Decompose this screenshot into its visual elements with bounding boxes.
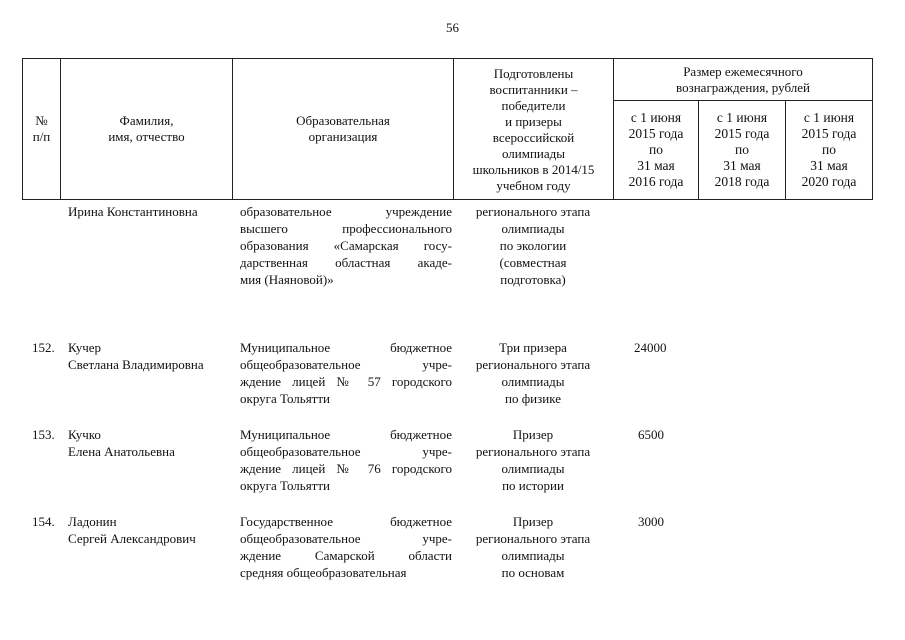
text-line: с 1 июня xyxy=(630,110,682,125)
header-col-organization xyxy=(233,59,453,199)
text-line: олимпиады xyxy=(501,221,565,236)
text-line: олимпиады xyxy=(501,146,566,161)
text-line: Призер xyxy=(512,514,554,529)
text-line: подготовка) xyxy=(500,272,566,287)
text-line: Елена Анатольевна xyxy=(68,444,175,459)
row-prepared xyxy=(458,513,608,581)
text-line: (совместная xyxy=(499,255,567,270)
text-line: 31 мая xyxy=(810,158,848,173)
header-col-prepared xyxy=(454,61,613,199)
text-line: округа Тольятти xyxy=(240,478,331,493)
continuation-prepared xyxy=(458,203,608,288)
header-col-name xyxy=(61,59,232,199)
text-line: дарственная областная акаде- xyxy=(240,255,452,270)
row-number: 154. xyxy=(32,514,55,529)
row-organization xyxy=(240,339,452,407)
text-line: образовательное учреждение xyxy=(240,204,452,219)
text-line: школьников в 2014/15 xyxy=(472,162,595,177)
text-line: высшего профессионального xyxy=(240,221,452,236)
text-line: Призер xyxy=(512,427,554,442)
text-line: победители xyxy=(501,98,566,113)
text-line: учебном году xyxy=(496,178,571,193)
row-name xyxy=(68,513,238,547)
text-line: вознаграждения, рублей xyxy=(676,79,810,95)
text-line: по экологии xyxy=(499,238,567,253)
text-line: ждение лицей № 76 городского xyxy=(240,461,452,476)
text-line: по xyxy=(735,142,749,157)
text-line: регионального этапа xyxy=(475,357,591,372)
text-line: 2015 года xyxy=(628,126,684,141)
text-line: Муниципальное бюджетное xyxy=(240,340,452,355)
text-line: 2018 года xyxy=(714,174,770,189)
row-name xyxy=(68,426,238,460)
continuation-organization xyxy=(240,203,452,288)
text-line: 2015 года xyxy=(801,126,857,141)
text-line: Ладонин xyxy=(68,514,117,529)
continuation-name xyxy=(68,203,238,220)
row-number: 152. xyxy=(32,340,55,355)
row-organization xyxy=(240,513,452,581)
text-line: Три призера xyxy=(499,340,567,355)
text-line: Размер ежемесячного xyxy=(683,63,803,79)
text-line: имя, отчество xyxy=(108,129,185,144)
text-line: Подготовлены xyxy=(493,66,574,81)
row-number: 153. xyxy=(32,427,55,442)
text-line: 31 мая xyxy=(723,158,761,173)
text-line: олимпиады xyxy=(501,374,565,389)
text-line: олимпиады xyxy=(501,548,565,563)
text-line: по истории xyxy=(502,478,564,493)
text-line: Образовательная xyxy=(296,113,390,128)
text-line: организация xyxy=(308,129,378,144)
text-line: по физике xyxy=(505,391,561,406)
text-line: 31 мая xyxy=(637,158,675,173)
text-line: Муниципальное бюджетное xyxy=(240,427,452,442)
text-line: Кучер xyxy=(68,340,102,355)
row-amount: 24000 xyxy=(634,340,667,355)
text-line: общеобразовательное учре- xyxy=(240,444,452,459)
text-line: Сергей Александрович xyxy=(68,531,196,546)
header-col-number xyxy=(23,59,60,199)
row-prepared xyxy=(458,426,608,494)
text-line: мия (Наяновой)» xyxy=(240,272,334,287)
header-col-award xyxy=(614,59,872,100)
text-line: общеобразовательное учре- xyxy=(240,357,452,372)
text-line: общеобразовательное учре- xyxy=(240,531,452,546)
text-line: по xyxy=(822,142,836,157)
text-line: ждение лицей № 57 городского xyxy=(240,374,452,389)
text-line: ждение Самарской области xyxy=(240,548,452,563)
row-amount: 6500 xyxy=(638,427,664,442)
text-line: п/п xyxy=(32,129,51,144)
text-line: Ирина Константиновна xyxy=(68,204,198,219)
text-line: и призеры xyxy=(505,114,562,129)
text-line: регионального этапа xyxy=(475,531,591,546)
text-line: образования «Самарская госу- xyxy=(240,238,452,253)
header-period-2018 xyxy=(699,101,785,199)
text-line: Светлана Владимировна xyxy=(68,357,204,372)
text-line: олимпиады xyxy=(501,461,565,476)
text-line: регионального этапа xyxy=(475,444,591,459)
text-line: 2015 года xyxy=(714,126,770,141)
text-line: № xyxy=(35,113,48,128)
page-number: 56 xyxy=(446,20,459,35)
text-line: Кучко xyxy=(68,427,101,442)
text-line: с 1 июня xyxy=(803,110,855,125)
text-line: регионального этапа xyxy=(475,204,591,219)
text-line: воспитанники – xyxy=(489,82,578,97)
text-line: 2016 года xyxy=(628,174,684,189)
row-name xyxy=(68,339,238,373)
table-header xyxy=(22,58,873,200)
header-period-2016 xyxy=(614,101,698,199)
row-prepared xyxy=(458,339,608,407)
text-line: 2020 года xyxy=(801,174,857,189)
text-line: с 1 июня xyxy=(716,110,768,125)
text-line: по основам xyxy=(501,565,565,580)
row-organization xyxy=(240,426,452,494)
header-period-2020 xyxy=(786,101,872,199)
text-line: Государственное бюджетное xyxy=(240,514,452,529)
text-line: всероссийской xyxy=(492,130,575,145)
text-line: округа Тольятти xyxy=(240,391,331,406)
text-line: Фамилия, xyxy=(119,113,174,128)
row-amount: 3000 xyxy=(638,514,664,529)
text-line: по xyxy=(649,142,663,157)
text-line: средняя общеобразовательная xyxy=(240,565,407,580)
